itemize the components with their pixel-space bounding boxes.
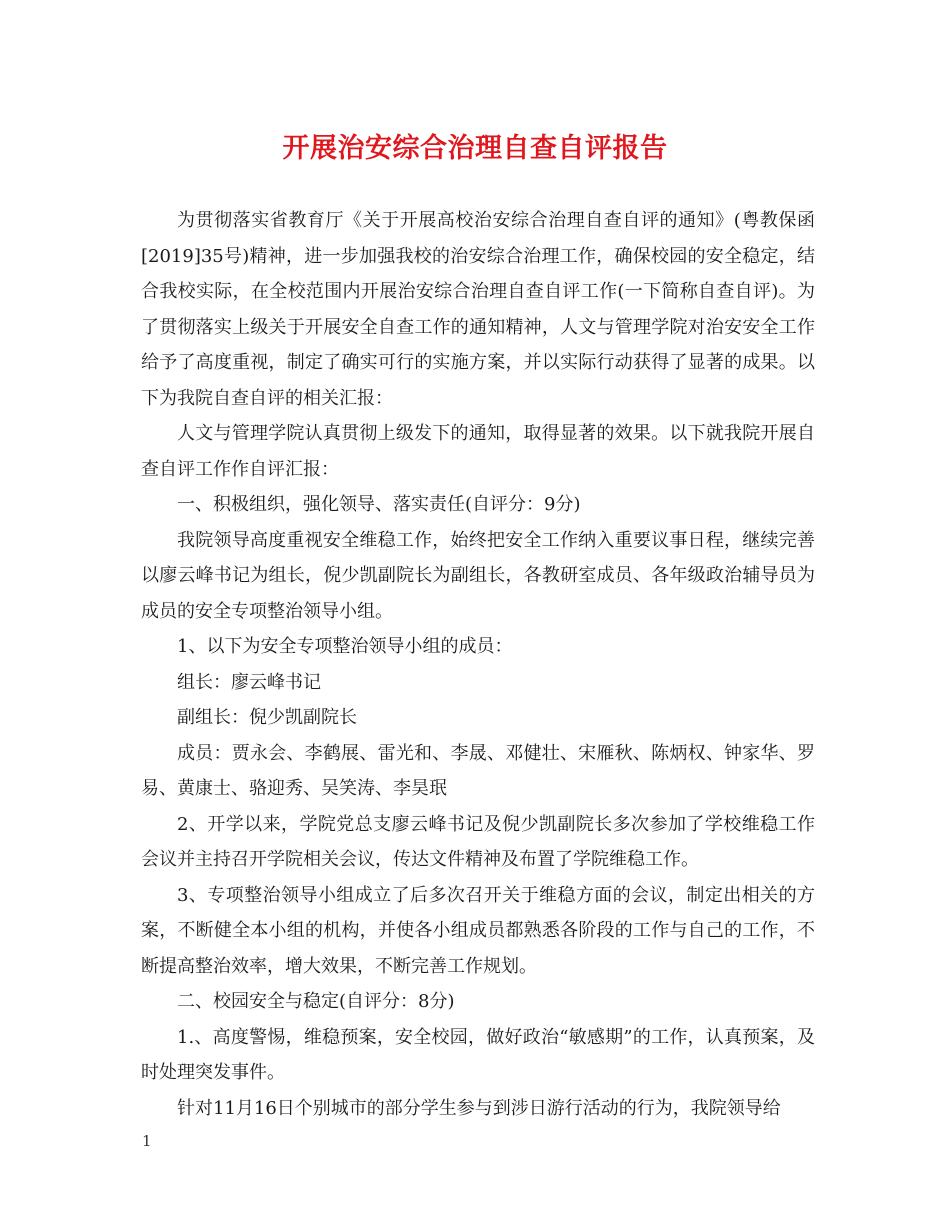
document-body — [141, 203, 815, 1126]
page-number: 1 — [142, 1132, 152, 1150]
paragraph-leadership: 我院领导高度重视安全维稳工作，始终把安全工作纳入重要议事日程，继续完善以廖云峰书记为组长，倪少凯副院长为副组长，各教研室成员、各年级政治辅导员为成员的安全专项整治领导小组。 — [141, 529, 815, 622]
list-item-deputy-leader: 副组长：倪少凯副院长 — [177, 707, 357, 728]
list-item-members-heading: 1、以下为安全专项整治领导小组的成员： — [177, 636, 513, 657]
document-title: 开展治安综合治理自查自评报告 — [282, 133, 668, 164]
list-item-vigilance: 1.、高度警惕，维稳预案，安全校园，做好政治“敏感期”的工作，认真预案，及时处理突发事件。 — [141, 1026, 815, 1083]
list-item-meetings: 2、开学以来，学院党总支廖云峰书记及倪少凯副院长多次参加了学校维稳工作会议并主持召开学院相关会议，传达文件精神及布置了学院维稳工作。 — [141, 813, 815, 870]
list-item-members: 成员：贾永会、李鹤展、雷光和、李晟、邓健壮、宋雁秋、陈炳权、钟家华、罗易、黄康士、骆迎秀、吴笑涛、李昊珉 — [141, 742, 815, 799]
paragraph-summary: 人文与管理学院认真贯彻上级发下的通知，取得显著的效果。以下就我院开展自查自评工作作自评汇报： — [141, 423, 815, 480]
paragraph-incident: 针对11月16日个别城市的部分学生参与到涉日游行活动的行为，我院领导给 — [177, 1097, 781, 1119]
section-heading-1: 一、积极组织，强化领导、落实责任(自评分：9分) — [177, 494, 581, 515]
section-heading-2: 二、校园安全与稳定(自评分：8分) — [177, 991, 455, 1012]
list-item-leader: 组长：廖云峰书记 — [177, 671, 321, 693]
paragraph-intro: 为贯彻落实省教育厅《关于开展高校治安综合治理自查自评的通知》(粤教保函[2019]35号)精神，进一步加强我校的治安综合治理工作，确保校园的安全稳定，结合我校实际，在全校范围内开展治安综合治理自查自评工作(一下简称自查自评)。为了贯彻落实上级关于开展安全自查工作的通知精神，人文与管理学院对治安安全工作给予了高度重视，制定了确实可行的实施方案，并以实际行动获得了显著的成果。以下为我院自查自评的相关汇报： — [141, 210, 815, 409]
list-item-planning: 3、专项整治领导小组成立了后多次召开关于维稳方面的会议，制定出相关的方案，不断健全本小组的机构，并使各小组成员都熟悉各阶段的工作与自己的工作，不断提高整治效率，增大效果，不断完善工作规划。 — [141, 884, 815, 977]
